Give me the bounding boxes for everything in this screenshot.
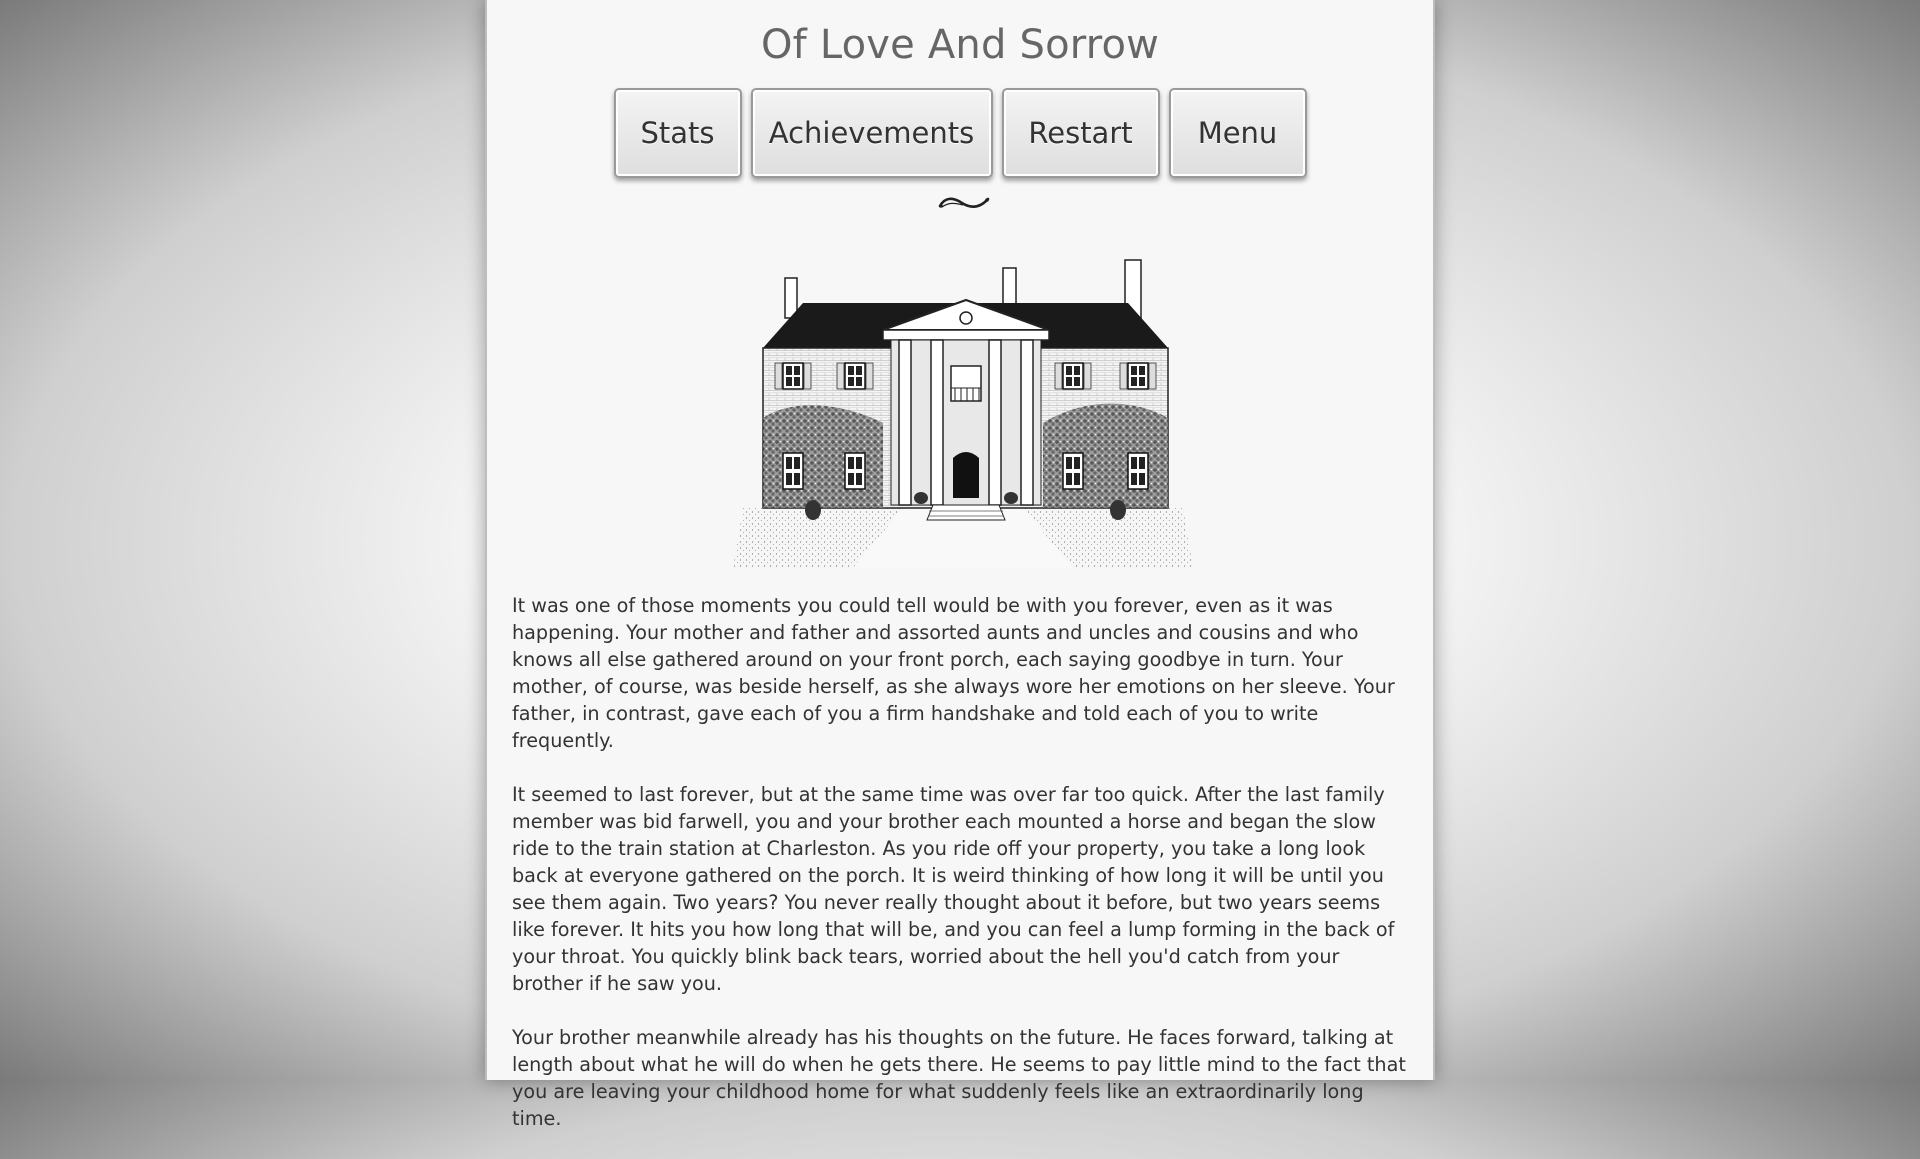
toolbar [487, 88, 1433, 178]
story-text [512, 592, 1412, 1159]
story-paragraph: It was one of those moments you could tell would be with you forever, even as it was happening. Your mother and father and assorted aunts and uncles and cousins and who knows all else gathered around on your front porch, each saying goodbye in turn. Your mother, of course, was beside herself, as she always wore her emotions on her sleeve. Your father, in contrast, gave each of you a firm handshake and told each of you to write frequently. [512, 594, 1395, 752]
mansion-illustration [733, 258, 1193, 568]
story-paragraph: Your brother meanwhile already has his thoughts on the future. He faces forward, talking at length about what he will do when he gets there. He seems to pay little mind to the fact that you are leaving your childhood home for what suddenly feels like an extraordinarily long time. [512, 1026, 1406, 1130]
story-paragraph: It seemed to last forever, but at the same time was over far too quick. After the last family member was bid farwell, you and your brother each mounted a horse and began the slow ride to the train station at Charleston. As you ride off your property, you take a long look back at everyone gathered on the porch. It is weird thinking of how long it will be until you see them again. Two years? You never really thought about it before, but two years seems like forever. It hits you how long that will be, and you can feel a lump forming in the back of your throat. You quickly blink back tears, worried about the hell you'd catch from your brother if he saw you. [512, 783, 1395, 995]
achievements-button[interactable]: Achievements [751, 88, 993, 178]
flourish-icon [937, 192, 991, 214]
menu-button[interactable]: Menu [1169, 88, 1307, 178]
game-title: Of Love And Sorrow [760, 22, 1160, 68]
restart-button[interactable]: Restart [1002, 88, 1160, 178]
stats-button[interactable]: Stats [614, 88, 742, 178]
game-page [485, 0, 1435, 1130]
